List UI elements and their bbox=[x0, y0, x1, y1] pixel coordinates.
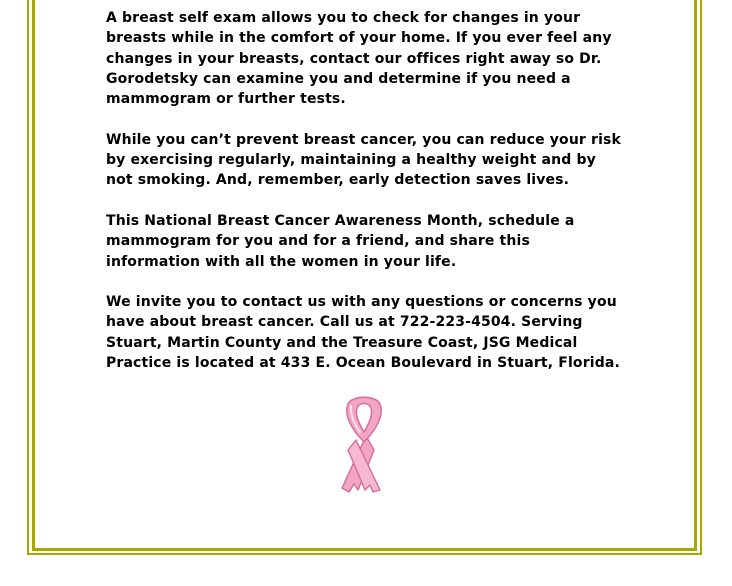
paragraph-contact: We invite you to contact us with any questions or concerns you have about breast cancer. Call us at 722-223-4504. Serving Stuart, Martin County and the Treasure Coast, JSG Medical Practice is located at 433 E. Ocean Boulevard in Stuart, Florida. bbox=[106, 294, 620, 372]
paragraph-self-exam: A breast self exam allows you to check for changes in your breasts while in the comfort of your home. If you ever feel any changes in your breasts, contact our offices right away so Dr. Gorodetsky can examine you and determine if you need a mammogram or further tests. bbox=[106, 10, 612, 108]
paragraph-awareness-month: This National Breast Cancer Awareness Month, schedule a mammogram for you and for a friend, and share this information with all the women in your life. bbox=[106, 212, 575, 270]
paragraph-reduce-risk: While you can’t prevent breast cancer, you can reduce your risk by exercising regularly, maintaining a healthy weight and by not smoking. And, remember, early detection saves lives. bbox=[106, 131, 621, 189]
letter-body bbox=[106, 8, 626, 394]
pink-awareness-ribbon-icon bbox=[336, 392, 392, 496]
